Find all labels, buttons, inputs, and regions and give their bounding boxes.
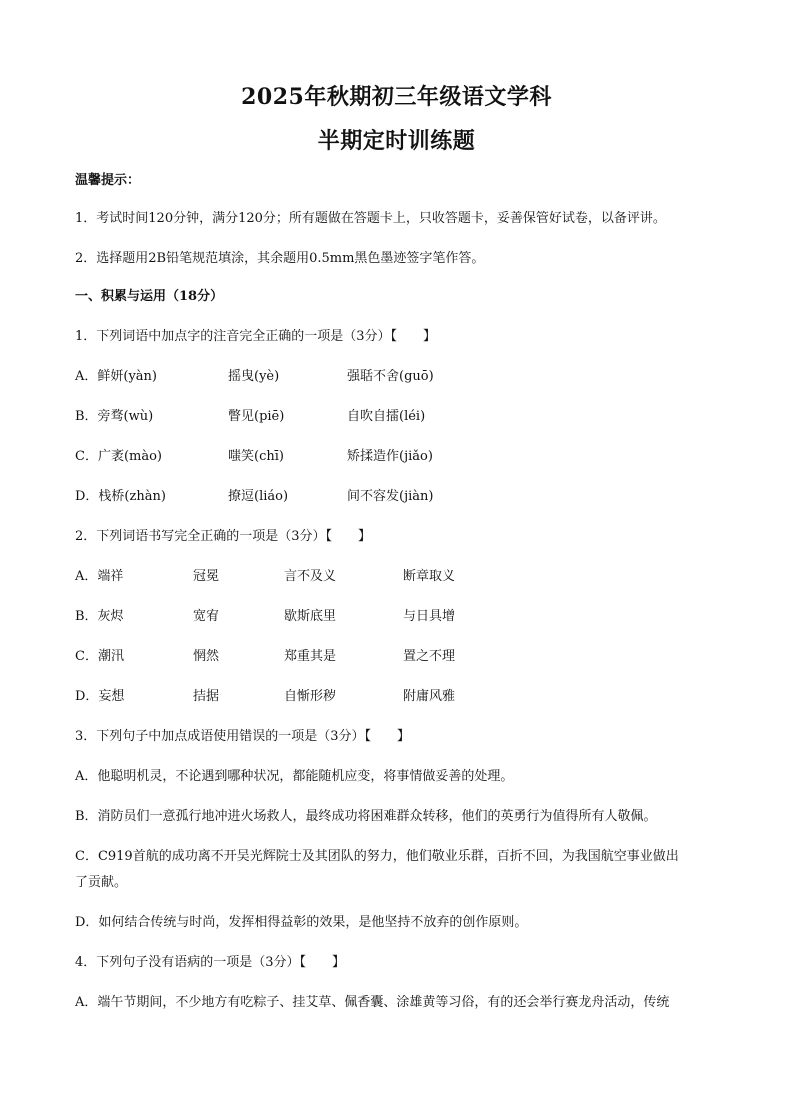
exam-subtitle: 半期定时训练题 xyxy=(317,128,476,154)
exam-title: 2025年秋期初三年级语文学科 xyxy=(241,84,552,110)
q2-option-a-2: 冠冕 xyxy=(193,569,220,584)
q4-option-a: A．端午节期间，不少地方有吃粽子、挂艾草、佩香囊、涂雄黄等习俗，有的还会举行赛龙舟活动，传统 xyxy=(75,995,670,1010)
q1-option-c-1: C．广袤(mào) xyxy=(75,449,162,464)
q3-option-c-line-2: 了贡献。 xyxy=(75,875,128,890)
q2-option-b-1: B．灰烬 xyxy=(75,609,124,624)
q2-option-c-2: 惘然 xyxy=(193,649,220,664)
section-heading: 一、积累与运用（18分） xyxy=(75,289,224,304)
q1-option-b-3: 自吹自擂(léi) xyxy=(347,409,426,424)
q2-option-d-2: 拮据 xyxy=(193,689,220,704)
q3-option-d: D．如何结合传统与时尚，发挥相得益彰的效果，是他坚持不放弃的创作原则。 xyxy=(75,915,528,930)
q1-option-a-1: A．鲜妍(yàn) xyxy=(75,369,157,384)
q1-option-d-3: 间不容发(jiàn) xyxy=(347,489,434,504)
q2-option-d-1: D．妄想 xyxy=(75,689,125,704)
q3-option-c-line-1: C．C919首航的成功离不开吴光辉院士及其团队的努力，他们敬业乐群，百折不回，为我国航空事业做出 xyxy=(75,849,679,864)
q1-option-d-1: D．栈桥(zhàn) xyxy=(75,489,166,504)
q2-option-b-2: 宽宥 xyxy=(193,609,220,624)
q1-option-a-3: 强聒不舍(guō) xyxy=(347,369,434,384)
q3-option-b: B．消防员们一意孤行地冲进火场救人，最终成功将困难群众转移，他们的英勇行为值得所有人敬佩。 xyxy=(75,809,657,824)
question-1-stem: 1．下列词语中加点字的注音完全正确的一项是（3分）【 】 xyxy=(75,329,437,344)
tips-item-2: 2．选择题用2B铅笔规范填涂，其余题用0.5mm黑色墨迹签字笔作答。 xyxy=(75,251,485,266)
q2-option-a-4: 断章取义 xyxy=(403,569,456,584)
question-3-stem: 3．下列句子中加点成语使用错误的一项是（3分）【 】 xyxy=(75,729,411,744)
q1-option-c-2: 嗤笑(chī) xyxy=(228,449,284,464)
q1-option-c-3: 矫揉造作(jiǎo) xyxy=(347,449,433,464)
q2-option-c-1: C．潮汛 xyxy=(75,649,124,664)
tips-heading: 温馨提示： xyxy=(75,173,141,188)
q2-option-c-3: 郑重其是 xyxy=(284,649,337,664)
q2-option-d-4: 附庸风雅 xyxy=(403,689,456,704)
q2-option-d-3: 自惭形秽 xyxy=(284,689,337,704)
q1-option-a-2: 摇曳(yè) xyxy=(228,369,280,384)
q2-option-a-1: A．端祥 xyxy=(75,569,124,584)
tips-item-1: 1．考试时间120分钟，满分120分；所有题做在答题卡上，只收答题卡，妥善保管好试卷，以备评讲。 xyxy=(75,211,666,226)
q1-option-b-2: 瞥见(piē) xyxy=(228,409,285,424)
q1-option-b-1: B．旁骛(wù) xyxy=(75,409,154,424)
q2-option-b-3: 歇斯底里 xyxy=(284,609,337,624)
question-2-stem: 2．下列词语书写完全正确的一项是（3分）【 】 xyxy=(75,529,372,544)
q3-option-a: A．他聪明机灵，不论遇到哪种状况，都能随机应变，将事情做妥善的处理。 xyxy=(75,769,514,784)
question-4-stem: 4．下列句子没有语病的一项是（3分）【 】 xyxy=(75,955,346,970)
q1-option-d-2: 撩逗(liáo) xyxy=(228,489,289,504)
q2-option-c-4: 置之不理 xyxy=(403,649,456,664)
q2-option-b-4: 与日具增 xyxy=(403,609,456,624)
q2-option-a-3: 言不及义 xyxy=(284,569,337,584)
